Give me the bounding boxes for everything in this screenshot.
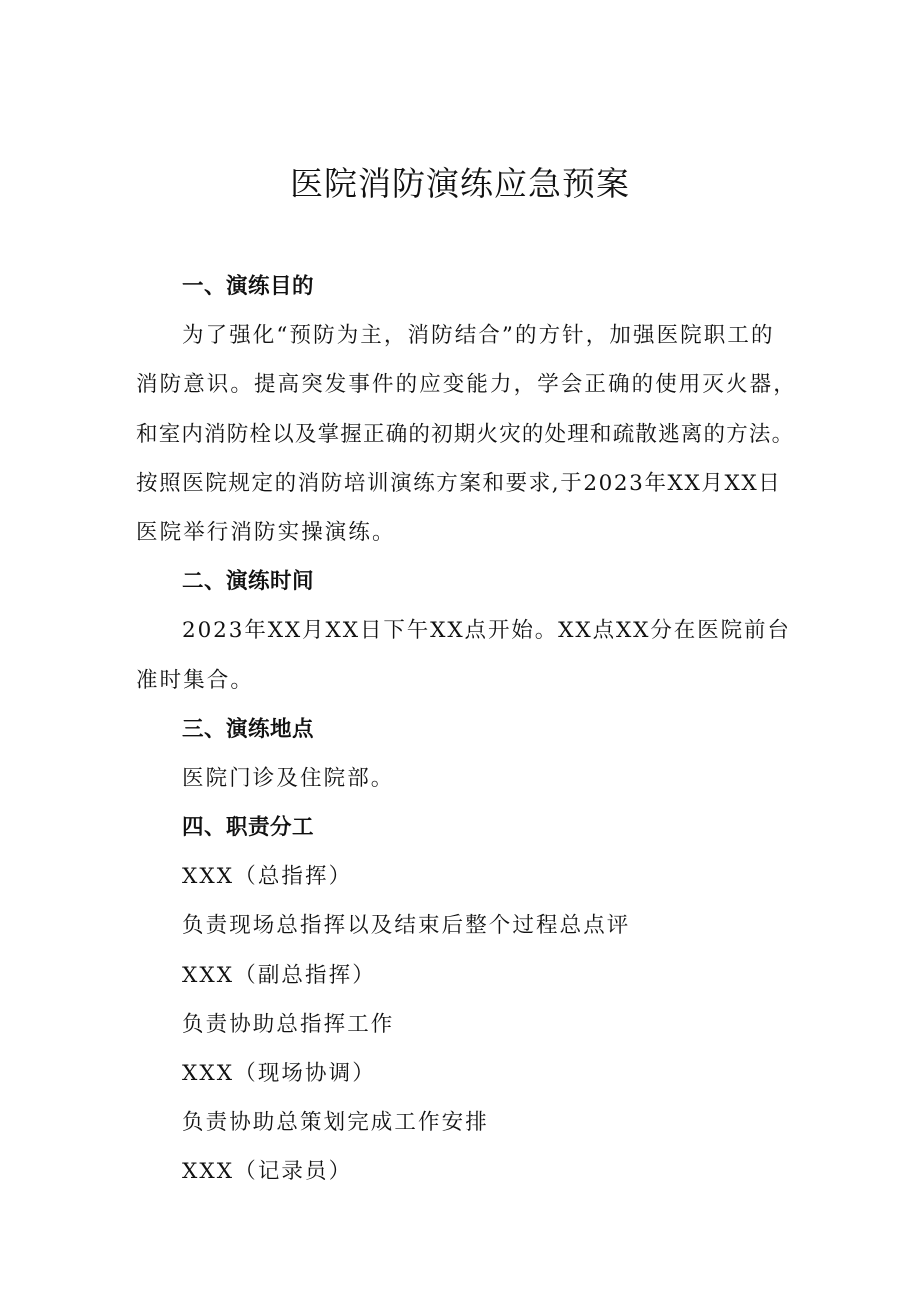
- document-title: 医院消防演练应急预案: [290, 164, 630, 203]
- paragraph-line: 2023年XX月XX日下午XX点开始。XX点XX分在医院前台: [182, 618, 791, 644]
- section-heading-time: 二、演练时间: [182, 569, 315, 595]
- role-title: XXX（总指挥）: [182, 864, 353, 890]
- role-description: 负责协助总指挥工作: [182, 1011, 395, 1037]
- paragraph-line: 消防意识。提高突发事件的应变能力，学会正确的使用灭火器，: [136, 372, 797, 398]
- role-description: 负责现场总指挥以及结束后整个过程总点评: [182, 913, 631, 939]
- paragraph-line: 为了强化“预防为主，消防结合”的方针，加强医院职工的: [182, 323, 775, 349]
- paragraph-line: 医院门诊及住院部。: [182, 765, 395, 791]
- role-title: XXX（记录员）: [182, 1159, 353, 1185]
- paragraph-line: 和室内消防栓以及掌握正确的初期火灾的处理和疏散逃离的方法。: [136, 421, 795, 447]
- section-heading-purpose: 一、演练目的: [182, 274, 315, 299]
- role-title: XXX（现场协调）: [182, 1061, 376, 1086]
- section-heading-duties: 四、职责分工: [182, 815, 315, 841]
- role-title: XXX（副总指挥）: [182, 962, 376, 988]
- role-description: 负责协助总策划完成工作安排: [182, 1110, 489, 1136]
- section-heading-location: 三、演练地点: [182, 716, 315, 742]
- document-body: [136, 262, 808, 1197]
- paragraph-line: 医院举行消防实操演练。: [136, 519, 396, 545]
- paragraph-line: 按照医院规定的消防培训演练方案和要求,于2023年XX月XX日: [136, 470, 782, 496]
- paragraph-line: 准时集合。: [136, 667, 255, 693]
